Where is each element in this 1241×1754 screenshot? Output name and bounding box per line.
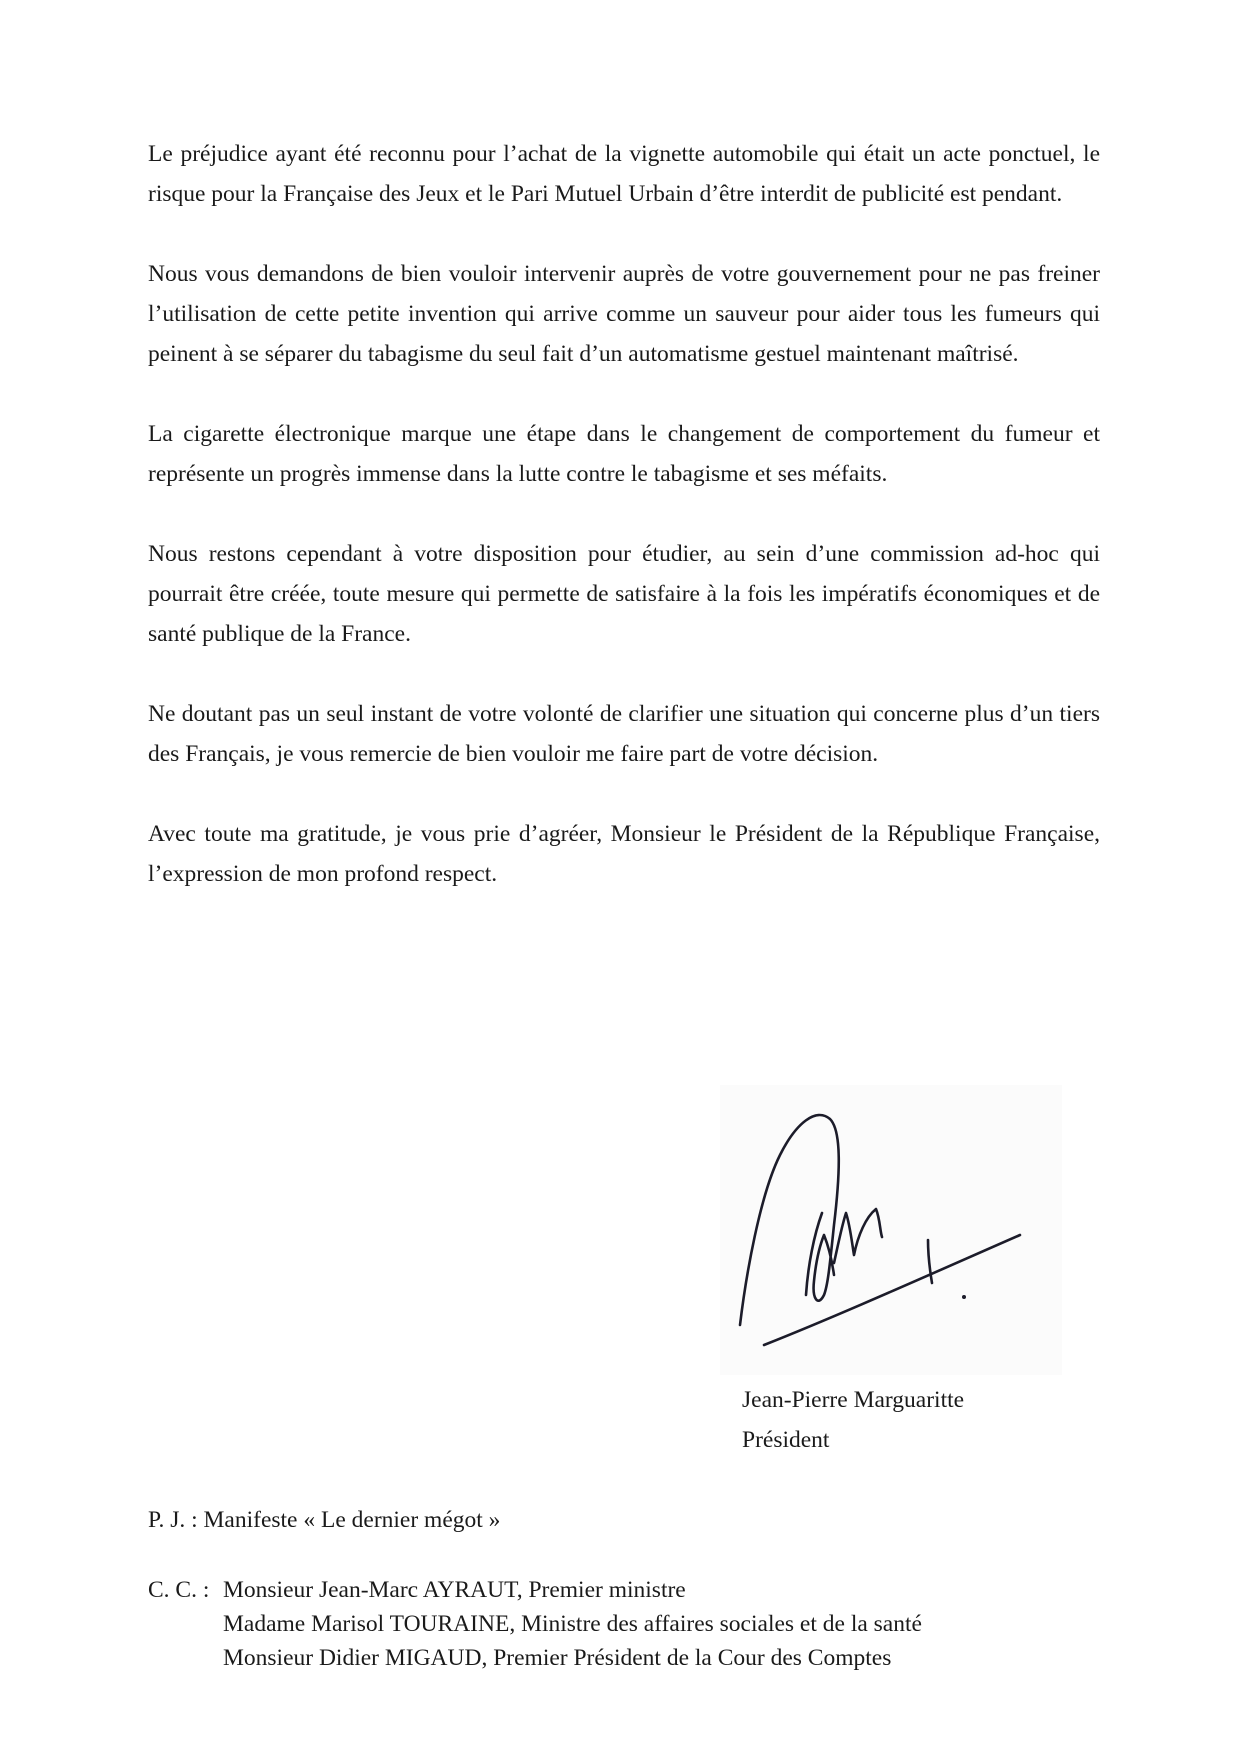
- paragraph-closing: Avec toute ma gratitude, je vous prie d’agréer, Monsieur le Président de la République Française, l’expression de mon profond respect.: [148, 821, 1100, 887]
- copies-recipients: [223, 1573, 922, 1675]
- copies-block: [148, 1573, 922, 1675]
- cc-recipient: Monsieur Jean-Marc AYRAUT, Premier ministre: [223, 1577, 686, 1603]
- signatory-name: Jean-Pierre Marguaritte: [742, 1387, 965, 1413]
- paragraph-e-cigarette: La cigarette électronique marque une étape dans le changement de comportement du fumeur et représente un progrès immense dans la lutte contre le tabagisme et ses méfaits.: [148, 421, 1100, 487]
- signature-drawing: [720, 1085, 1062, 1375]
- paragraph-request: Nous vous demandons de bien vouloir intervenir auprès de votre gouvernement pour ne pas freiner l’utilisation de cette petite invention qui arrive comme un sauveur pour aider tous les fumeurs qui peinent à se séparer du tabagisme du seul fait d’un automatisme gestuel maintenant maîtrisé.: [148, 261, 1100, 367]
- handwritten-signature: [720, 1085, 1062, 1375]
- cc-recipient: Madame Marisol TOURAINE, Ministre des affaires sociales et de la santé: [223, 1611, 922, 1637]
- cc-recipient: Monsieur Didier MIGAUD, Premier Président de la Cour des Comptes: [223, 1645, 892, 1671]
- signatory-title: Président: [742, 1427, 830, 1453]
- copies-row: [148, 1573, 922, 1675]
- copies-label: C. C. :: [148, 1577, 216, 1603]
- signatory-block: [742, 1380, 964, 1460]
- letter-body: [148, 134, 1100, 934]
- paragraph-prejudice: Le préjudice ayant été reconnu pour l’achat de la vignette automobile qui était un acte ponctuel, le risque pour la Française des Jeux et le Pari Mutuel Urbain d’être interdit de publicité est pendant.: [148, 141, 1100, 207]
- attachment-line: P. J. : Manifeste « Le dernier mégot »: [148, 1507, 501, 1533]
- paragraph-commission: Nous restons cependant à votre disposition pour étudier, au sein d’une commission ad-hoc qui pourrait être créée, toute mesure qui permette de satisfaire à la fois les impératifs économiques et de santé publique de la France.: [148, 541, 1100, 647]
- paragraph-decision: Ne doutant pas un seul instant de votre volonté de clarifier une situation qui concerne plus d’un tiers des Français, je vous remercie de bien vouloir me faire part de votre décision.: [148, 701, 1100, 767]
